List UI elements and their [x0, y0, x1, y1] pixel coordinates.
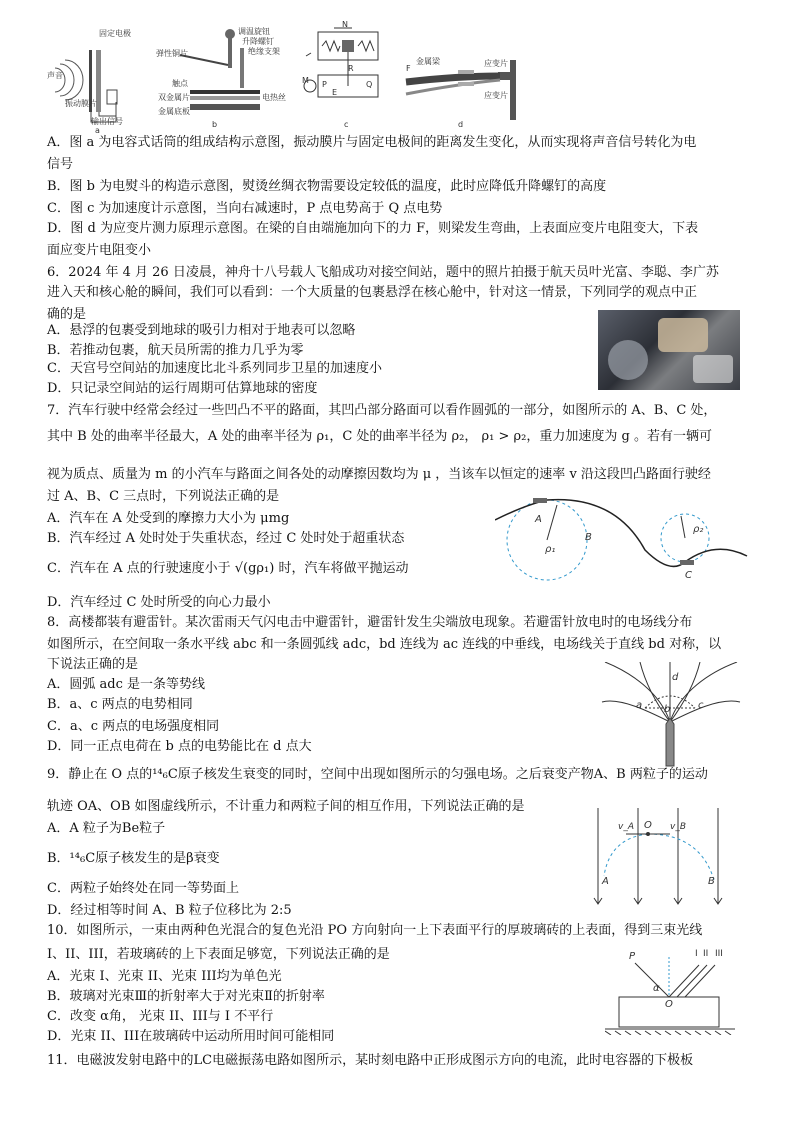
label-e: E [332, 88, 338, 97]
text-line: A．悬浮的包裹受到地球的吸引力相对于地表可以忽略 [47, 323, 356, 338]
label-screw: 升降螺钉 [242, 37, 274, 46]
text-line: 9．静止在 O 点的¹⁴₆C原子核发生衰变的同时，空间中出现如图所示的匀强电场。之后衰变产物A、B 两粒子的运动 [47, 767, 708, 782]
text-line: 其中 B 处的曲率半径最大，A 处的曲率半径为 ρ₁，C 处的曲率半径为 ρ₂， ρ₁ > ρ₂，重力加速度为 g 。若有一辆可 [47, 429, 712, 444]
label-n: N [342, 20, 348, 29]
label-p: P [322, 80, 327, 89]
figure-c-drawing [300, 20, 390, 130]
text-line: A．图 a 为电容式话筒的组成结构示意图，振动膜片与固定电极间的距离发生变化，从而实现将声音信号转化为电 [47, 135, 697, 150]
text-line: D．汽车经过 C 处时所受的向心力最小 [47, 595, 271, 610]
text-line: B．若推动包裹，航天员所需的推力几乎为零 [47, 343, 304, 358]
figure-c [300, 20, 390, 130]
caption-c: c [344, 120, 349, 129]
figure-b [150, 20, 290, 130]
label-output: 输出信号 [91, 117, 123, 126]
text-line: 过 A、B、C 三点时，下列说法正确的是 [47, 489, 280, 504]
road-label-b: B [585, 532, 592, 543]
figure-glass [605, 945, 740, 1035]
text-line: 下说法正确的是 [47, 657, 139, 672]
text-line: B．a、c 两点的电势相同 [47, 697, 193, 712]
figure-d [398, 20, 538, 130]
text-line: 6．2024 年 4 月 26 日凌晨，神舟十八号载人飞船成功对接空间站，题中的照片拍摄于航天员叶光富、李聪、李广苏 [47, 265, 719, 280]
road-label-rho2: ρ₂ [693, 524, 704, 535]
text-line: I、II、III，若玻璃砖的上下表面足够宽，下列说法正确的是 [47, 947, 390, 962]
figure-a [47, 20, 137, 135]
figure-field [590, 808, 740, 908]
label-contact: 触点 [172, 79, 188, 88]
label-knob: 调温旋钮 [238, 27, 270, 36]
label-baseplate: 金属底板 [158, 107, 190, 116]
label-beam: 金属梁 [416, 57, 440, 66]
label-gauge-bottom: 应变片 [484, 91, 508, 100]
text-line: C．天宫号空间站的加速度比北斗系列同步卫星的加速度小 [47, 361, 382, 376]
space-station-photo [598, 310, 740, 390]
rod-label-d: d [672, 672, 679, 683]
field-label-a: A [602, 876, 609, 887]
label-bimetal: 双金属片 [158, 93, 190, 102]
caption-d: d [458, 120, 464, 129]
figure-d-drawing [398, 20, 538, 130]
text-line: C．汽车在 A 点的行驶速度小于 √(gρ₁) 时，汽车将做平抛运动 [47, 561, 409, 576]
glass-label-alpha: α [653, 983, 660, 994]
glass-label-iii: III [715, 949, 723, 959]
text-line: D．同一正点电荷在 b 点的电势能比在 d 点大 [47, 739, 312, 754]
label-fixed-electrode: 固定电极 [99, 29, 131, 38]
text-line: 进入天和核心舱的瞬间，我们可以看到：一个大质量的包裹悬浮在核心舱中，针对这一情景，下列同学的观点中正 [47, 285, 698, 300]
field-label-o: O [644, 820, 652, 831]
label-m: M [302, 76, 309, 85]
field-label-b: B [708, 876, 715, 887]
caption-b: b [212, 120, 218, 129]
text-line: 面应变片电阻变小 [47, 243, 152, 258]
text-line: D．只记录空间站的运行周期可估算地球的密度 [47, 381, 318, 396]
field-label-vb: v_B [670, 822, 687, 832]
figure-field-drawing [590, 808, 740, 908]
label-gauge-top: 应变片 [484, 59, 508, 68]
road-label-a: A [535, 514, 542, 525]
text-line: A．汽车在 A 处受到的摩擦力大小为 μmg [47, 511, 290, 526]
text-line: C．两粒子始终处在同一等势面上 [47, 881, 239, 896]
text-line: 11．电磁波发射电路中的LC电磁振荡电路如图所示，某时刻电路中正形成图示方向的电流，此时电容器的下极板 [47, 1053, 694, 1068]
glass-label-o: O [665, 999, 673, 1010]
text-line: B．汽车经过 A 处时处于失重状态，经过 C 处时处于超重状态 [47, 531, 405, 546]
label-diaphragm: 振动膜片 [65, 99, 97, 108]
figure-road [495, 490, 755, 595]
text-line: D．经过相等时间 A、B 粒子位移比为 2:5 [47, 903, 292, 918]
text-line: B．图 b 为电熨斗的构造示意图，熨烫丝绸衣物需要设定较低的温度，此时应降低升降螺钉的高度 [47, 179, 607, 194]
text-line: D．图 d 为应变片测力原理示意图。在梁的自由端施加向下的力 F，则梁发生弯曲，上表面应变片电阻变大，下表 [47, 221, 699, 236]
glass-label-i: I [695, 949, 698, 959]
figure-lightning-rod-drawing [600, 662, 742, 770]
text-line: A．光束 I、光束 II、光束 III均为单色光 [47, 969, 282, 984]
glass-label-p: P [629, 951, 636, 962]
text-line: 7．汽车行驶中经常会经过一些凹凸不平的路面，其凹凸部分路面可以看作圆弧的一部分，如图所示的 A、B、C 处， [47, 403, 717, 418]
text-line: C．改变 α角， 光束 II、III与 I 不平行 [47, 1009, 274, 1024]
rod-label-c: c [698, 700, 704, 711]
text-line: 10．如图所示，一束由两种色光混合的复色光沿 PO 方向射向一上下表面平行的厚玻璃砖的上表面，得到三束光线 [47, 923, 703, 938]
figure-lightning-rod [600, 662, 742, 770]
text-line: B．玻璃对光束Ⅲ的折射率大于对光束Ⅱ的折射率 [47, 989, 325, 1004]
label-r: R [348, 64, 354, 73]
label-copper: 弹性铜片 [156, 49, 188, 58]
text-line: B．¹⁴₆C原子核发生的是β衰变 [47, 851, 220, 866]
caption-a: a [95, 126, 100, 135]
road-label-rho1: ρ₁ [545, 544, 556, 555]
text-line: C．a、c 两点的电场强度相同 [47, 719, 220, 734]
figure-road-drawing [495, 490, 755, 595]
label-bracket: 绝缘支架 [248, 47, 280, 56]
road-label-c: C [685, 570, 692, 581]
text-line: 信号 [47, 157, 74, 172]
text-line: 视为质点、质量为 m 的小汽车与路面之间各处的动摩擦因数均为 μ ，当该车以恒定的速率 v 沿这段凹凸路面行驶经 [47, 467, 711, 482]
field-label-va: v_A [618, 822, 634, 832]
rod-label-b: b [664, 704, 671, 715]
label-heater: 电热丝 [262, 93, 286, 102]
label-sound: 声音 [47, 71, 63, 80]
text-line: 如图所示，在空间取一条水平线 abc 和一条圆弧线 adc，bd 连线为 ac 连线的中垂线，电场线关于直线 bd 对称，以 [47, 637, 722, 652]
text-line: A．A 粒子为Be粒子 [47, 821, 166, 836]
text-line: 8．高楼都装有避雷针。某次雷雨天气闪电击中避雷针，避雷针发生尖端放电现象。若避雷针放电时的电场线分布 [47, 615, 693, 630]
rod-label-a: a [636, 700, 643, 711]
text-line: 轨迹 OA、OB 如图虚线所示，不计重力和两粒子间的相互作用，下列说法正确的是 [47, 799, 525, 814]
text-line: D．光束 II、III在玻璃砖中运动所用时间可能相同 [47, 1029, 335, 1044]
text-line: C．图 c 为加速度计示意图，当向右减速时，P 点电势高于 Q 点电势 [47, 201, 443, 216]
text-line: A．圆弧 adc 是一条等势线 [47, 677, 206, 692]
glass-label-ii: II [703, 949, 709, 959]
label-q: Q [366, 80, 373, 89]
text-line: 确的是 [47, 307, 87, 322]
label-force: F [406, 64, 411, 73]
